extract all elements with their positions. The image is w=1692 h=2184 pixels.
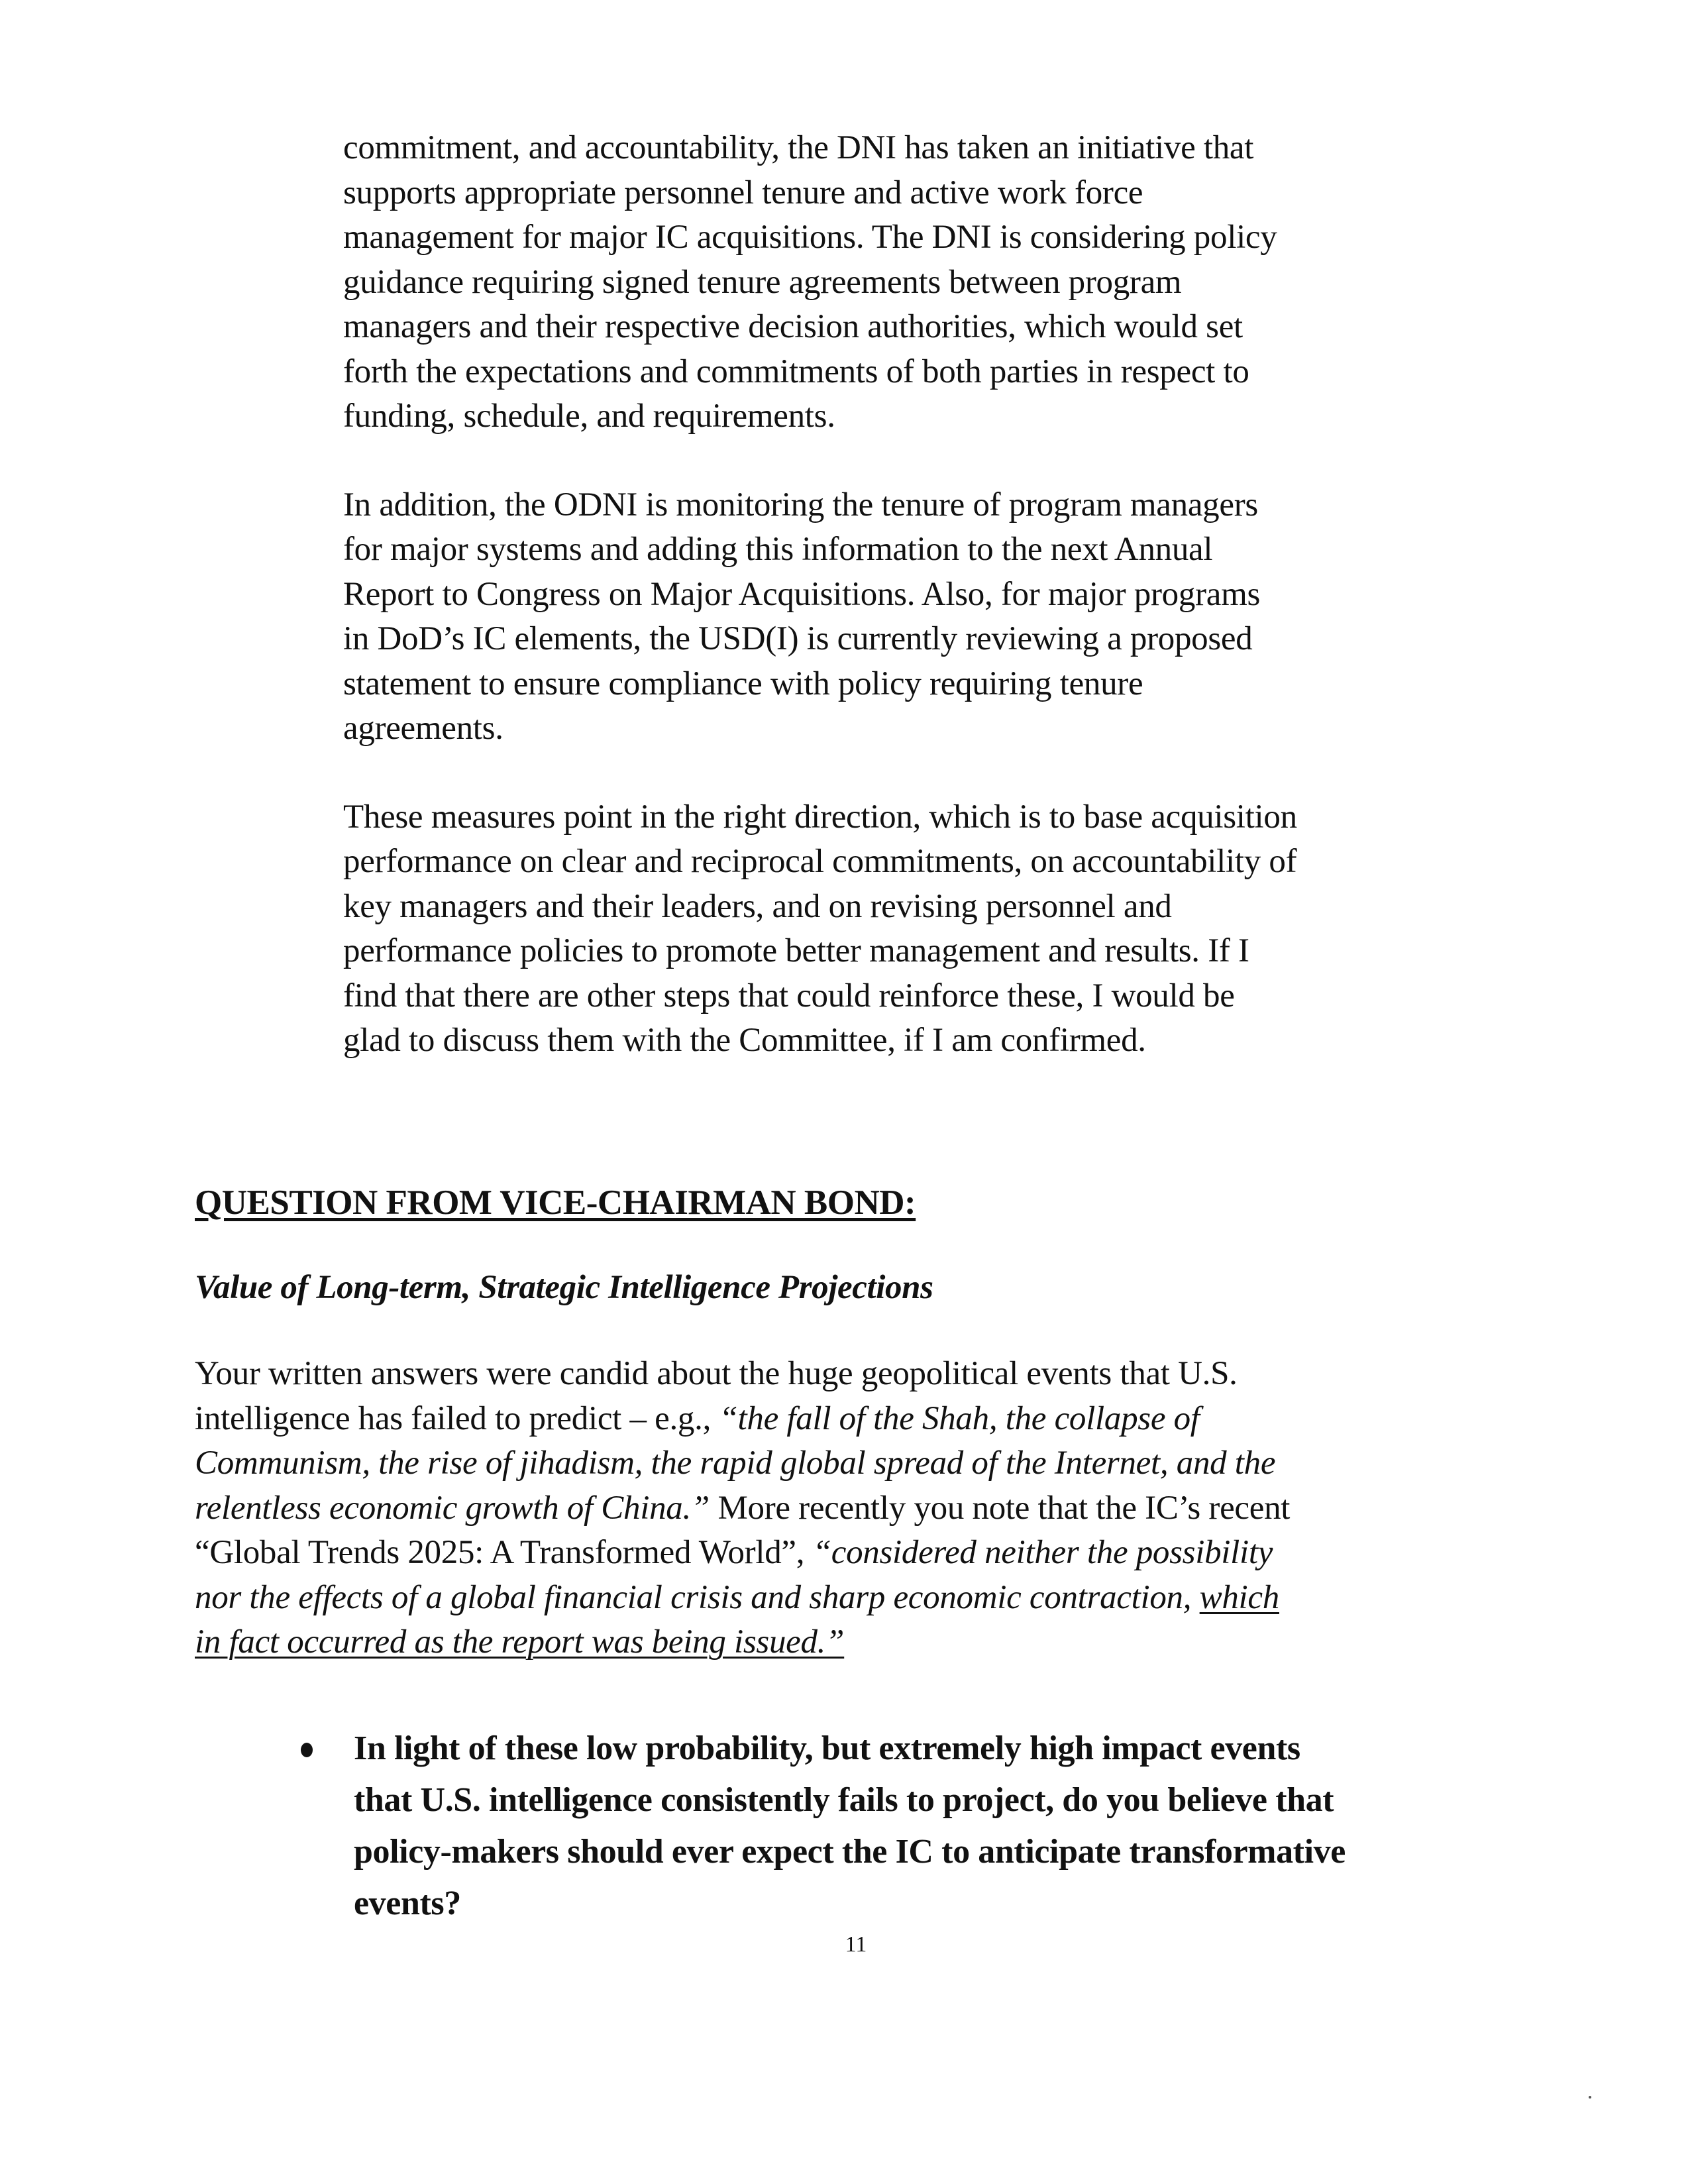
- text-span: Your written answers were candid about the huge geopolitical events that U.S.: [195, 1355, 1238, 1392]
- text-line: [195, 1531, 1493, 1576]
- text-line: agreements.: [343, 710, 503, 747]
- question-section: [195, 1179, 1493, 1665]
- question-bullet-item: [299, 1723, 1492, 1930]
- text-line: managers and their respective decision authorities, which would set: [343, 308, 1243, 345]
- question-bullet-list: [299, 1723, 1492, 1930]
- answer-paragraph-odni-monitoring: [343, 483, 1469, 751]
- underlined-quoted-text: in fact occurred as the report was being issued.”: [195, 1623, 845, 1661]
- bullet-icon: [301, 1743, 313, 1757]
- text-line: in DoD’s IC elements, the USD(I) is currently reviewing a proposed: [343, 620, 1253, 657]
- answer-section: [343, 126, 1469, 1107]
- text-line: [195, 1441, 1493, 1486]
- quoted-text: relentless economic growth of China.”: [195, 1489, 710, 1527]
- text-line: [195, 1352, 1493, 1397]
- text-line: forth the expectations and commitments of both parties in respect to: [343, 353, 1249, 390]
- text-line: [195, 1486, 1493, 1531]
- text-line: supports appropriate personnel tenure and active work force: [343, 174, 1143, 211]
- scan-artifact: [1589, 2096, 1591, 2099]
- text-line: funding, schedule, and requirements.: [343, 398, 835, 435]
- answer-paragraph-measures: [343, 795, 1469, 1064]
- text-line: key managers and their leaders, and on revising personnel and: [343, 887, 1172, 925]
- text-span: intelligence has failed to predict – e.g.,: [195, 1399, 719, 1437]
- answer-paragraph-tenure-initiative: [343, 126, 1469, 439]
- page-number: 11: [845, 1932, 867, 1957]
- text-line: Report to Congress on Major Acquisitions. Also, for major programs: [343, 575, 1260, 613]
- text-line: [195, 1620, 1493, 1665]
- question-subheading: Value of Long-term, Strategic Intelligence Projections: [195, 1269, 933, 1306]
- text-line: statement to ensure compliance with policy requiring tenure: [343, 665, 1143, 702]
- text-span: More recently you note that the IC’s recent: [710, 1489, 1291, 1527]
- quoted-text: Communism, the rise of jihadism, the rapid global spread of the Internet, and the: [195, 1445, 1276, 1482]
- text-line: [195, 1397, 1493, 1442]
- text-line: events?: [354, 1884, 461, 1922]
- question-heading: QUESTION FROM VICE-CHAIRMAN BOND:: [195, 1183, 916, 1222]
- underlined-quoted-text: which: [1199, 1578, 1279, 1616]
- text-line: performance on clear and reciprocal commitments, on accountability of: [343, 843, 1297, 880]
- text-line: find that there are other steps that could reinforce these, I would be: [343, 977, 1235, 1014]
- text-line: performance policies to promote better management and results. If I: [343, 932, 1249, 969]
- text-line: policy-makers should ever expect the IC to anticipate transformative: [354, 1833, 1346, 1871]
- text-line: [195, 1576, 1493, 1621]
- question-paragraph: [195, 1352, 1493, 1665]
- quoted-text: “considered neither the possibility: [812, 1534, 1273, 1571]
- quoted-text: “the fall of the Shah, the collapse of: [719, 1399, 1200, 1437]
- text-line: In addition, the ODNI is monitoring the tenure of program managers: [343, 486, 1258, 523]
- text-line: that U.S. intelligence consistently fails to project, do you believe that: [354, 1781, 1334, 1819]
- text-line: commitment, and accountability, the DNI has taken an initiative that: [343, 129, 1254, 166]
- text-line: These measures point in the right direction, which is to base acquisition: [343, 798, 1297, 836]
- text-line: glad to discuss them with the Committee, if I am confirmed.: [343, 1022, 1146, 1059]
- text-span: “Global Trends 2025: A Transformed World”,: [195, 1534, 813, 1571]
- text-line: management for major IC acquisitions. The DNI is considering policy: [343, 219, 1277, 256]
- text-line: In light of these low probability, but extremely high impact events: [354, 1729, 1300, 1767]
- text-line: guidance requiring signed tenure agreements between program: [343, 263, 1182, 301]
- quoted-text: nor the effects of a global financial crisis and sharp economic contraction,: [195, 1578, 1200, 1616]
- text-line: for major systems and adding this information to the next Annual: [343, 531, 1213, 568]
